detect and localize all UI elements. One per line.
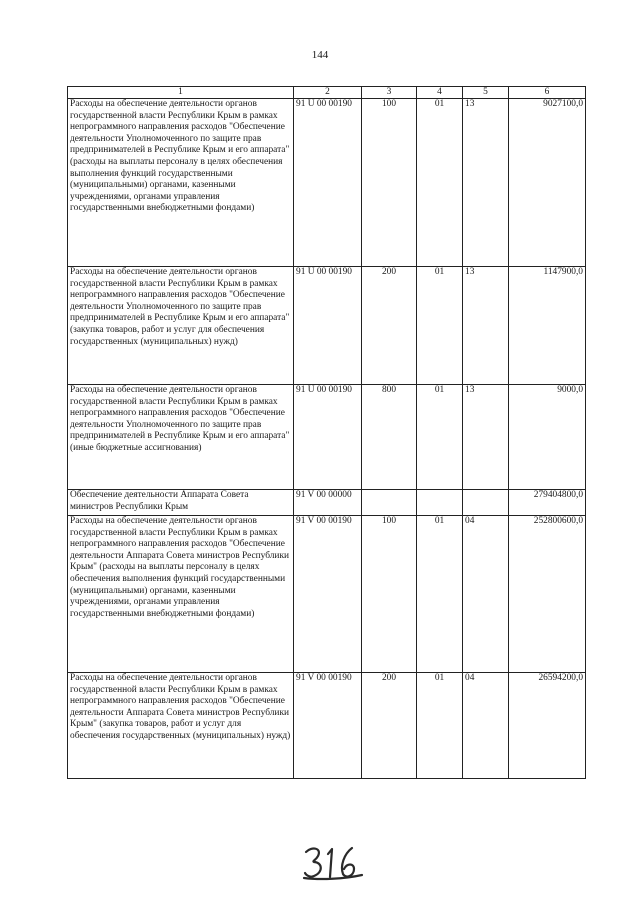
table-row xyxy=(68,673,586,779)
row-code: 91 V 00 00190 xyxy=(294,516,362,673)
page-number: 144 xyxy=(311,49,329,61)
handwritten-page-number xyxy=(300,842,370,882)
row-col4: 01 xyxy=(417,385,463,490)
table-row xyxy=(68,99,586,267)
row-description: Расходы на обеспечение деятельности органов государственной власти Республики Крым в рамках непрограммного направления расходов "Обеспечение деятельности Уполномоченного по защите прав предпринимателей в Республике Крым и его аппарата" (закупка товаров, работ и услуг для обеспечения государственных (муниципальных) нужд) xyxy=(68,267,294,385)
row-code: 91 U 00 00190 xyxy=(294,385,362,490)
table-row xyxy=(68,267,586,385)
row-description: Расходы на обеспечение деятельности органов государственной власти Республики Крым в рамках непрограммного направления расходов "Обеспечение деятельности Аппарата Совета министров Республики Крым" (закупка товаров, работ и услуг для обеспечения государственных (муниципальных) нужд) xyxy=(68,673,294,779)
row-code: 91 V 00 00000 xyxy=(294,490,362,516)
column-header: 5 xyxy=(463,87,509,99)
table-row xyxy=(68,385,586,490)
row-col3: 800 xyxy=(362,385,417,490)
row-amount: 252800600,0 xyxy=(509,516,586,673)
row-description: Расходы на обеспечение деятельности органов государственной власти Республики Крым в рамках непрограммного направления расходов "Обеспечение деятельности Аппарата Совета министров Республики Крым" (расходы на выплаты персоналу в целях обеспечения выполнения функций государственными (муниципальными) органами, казенными учреждениями, органами управления государственными внебюджетными фондами) xyxy=(68,516,294,673)
row-amount: 9000,0 xyxy=(509,385,586,490)
row-col3 xyxy=(362,490,417,516)
row-col3: 100 xyxy=(362,516,417,673)
row-col3: 100 xyxy=(362,99,417,267)
row-description: Расходы на обеспечение деятельности органов государственной власти Республики Крым в рамках непрограммного направления расходов "Обеспечение деятельности Уполномоченного по защите прав предпринимателей в Республике Крым и его аппарата" (иные бюджетные ассигнования) xyxy=(68,385,294,490)
budget-table xyxy=(67,86,586,779)
column-header: 6 xyxy=(509,87,586,99)
row-amount: 26594200,0 xyxy=(509,673,586,779)
row-col4: 01 xyxy=(417,99,463,267)
row-col4: 01 xyxy=(417,673,463,779)
row-code: 91 U 00 00190 xyxy=(294,99,362,267)
row-amount: 279404800,0 xyxy=(509,490,586,516)
row-code: 91 V 00 00190 xyxy=(294,673,362,779)
row-col5 xyxy=(463,490,509,516)
row-col5: 13 xyxy=(463,99,509,267)
table-row xyxy=(68,516,586,673)
row-description: Расходы на обеспечение деятельности органов государственной власти Республики Крым в рамках непрограммного направления расходов "Обеспечение деятельности Уполномоченного по защите прав предпринимателей в Республике Крым и его аппарата" (расходы на выплаты персоналу в целях обеспечения выполнения функций государственными (муниципальными) органами, казенными учреждениями, органами управления государственными внебюджетными фондами) xyxy=(68,99,294,267)
row-description: Обеспечение деятельности Аппарата Совета министров Республики Крым xyxy=(68,490,294,516)
row-col3: 200 xyxy=(362,673,417,779)
row-amount: 9027100,0 xyxy=(509,99,586,267)
row-col5: 04 xyxy=(463,673,509,779)
column-header: 3 xyxy=(362,87,417,99)
row-col5: 13 xyxy=(463,385,509,490)
column-header: 2 xyxy=(294,87,362,99)
table-row xyxy=(68,490,586,516)
row-col4: 01 xyxy=(417,516,463,673)
row-col4: 01 xyxy=(417,267,463,385)
row-col4 xyxy=(417,490,463,516)
row-col5: 04 xyxy=(463,516,509,673)
row-col3: 200 xyxy=(362,267,417,385)
column-header: 4 xyxy=(417,87,463,99)
table-header-row xyxy=(68,87,586,99)
row-code: 91 U 00 00190 xyxy=(294,267,362,385)
row-amount: 1147900,0 xyxy=(509,267,586,385)
column-header: 1 xyxy=(68,87,294,99)
row-col5: 13 xyxy=(463,267,509,385)
